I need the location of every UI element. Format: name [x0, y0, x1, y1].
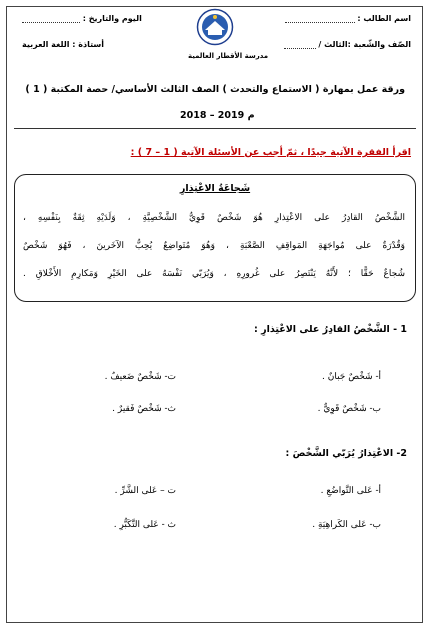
passage-box	[14, 174, 416, 302]
passage-title: شَجاعَةُ الاعْتِذارِ	[179, 183, 251, 194]
q1-option-b[interactable]: ب- شَخْصٌ قَوِيٌّ .	[317, 404, 381, 414]
q1-option-th[interactable]: ث- شَخْصٌ فَقيرٌ .	[112, 404, 176, 414]
instruction-text: اقرأ الفقرة الآتية جيدًا ، ثمّ أجب عن الأسئلة الآتية ( 1 – 7 ) :	[130, 147, 411, 158]
date-label: اليوم والتاريخ :	[82, 14, 142, 23]
q2-option-b[interactable]: ب- عَلى الكَراهِيَةِ .	[312, 520, 381, 530]
passage-line: شُجاعٌ حَقًّا ؛ لأَنَّهُ يَنْتَصِرُ على غُرورِهِ ، وَيُرَبّي نَفْسَهُ على الخَيْرِ وَمَكارِمِ الأَخْلاقِ .	[23, 269, 405, 279]
worksheet-title: ورقة عمل بمهارة ( الاستماع والتحدث ) الصف الثالث الأساسي/ حصة المكتبة ( 1 )	[25, 84, 405, 95]
school-name: مدرسة الأقطار العالمية	[188, 52, 269, 60]
passage-line: وَقُدْرَةٌ على مُواجَهَةِ المَواقِفِ الصَّعْبَةِ ، وَهُوَ مُتَواضِعٌ يُحِبُّ الآخَرينَ ، فَهُوَ شَخْصٌ	[23, 241, 405, 251]
question-1: 1 - الشَّخْصُ القادِرُ على الاعْتِذارِ :	[254, 324, 407, 335]
class-field[interactable]	[284, 40, 411, 49]
q1-option-t[interactable]: ت- شَخْصٌ ضَعيفٌ .	[104, 372, 176, 382]
q1-option-a[interactable]: أ- شَخْصٌ جَبانٌ .	[322, 372, 381, 382]
passage-line: الشَّخْصُ القادِرُ على الاعْتِذارِ هُوَ شَخْصٌ قَوِيُّ الشَّخْصِيَّةِ ، وَلَدَيْهِ ثِقَةٌ بِنَفْسِهِ ،	[23, 213, 405, 223]
student-name-field[interactable]	[285, 14, 411, 23]
worksheet-page	[6, 6, 423, 623]
teacher-field	[22, 40, 104, 49]
school-logo-icon	[196, 8, 234, 46]
divider	[14, 128, 416, 129]
q2-option-a[interactable]: أ- عَلى التَّواضُعِ .	[320, 486, 381, 496]
class-line	[284, 48, 316, 49]
school-year: 2018 – 2019 م	[180, 110, 255, 121]
question-2: 2- الاعْتِذارُ يُرَبّي الشَّخْصَ :	[285, 448, 407, 459]
q2-option-th[interactable]: ث - عَلى التَّكَبُّرِ .	[113, 520, 176, 530]
q2-option-t[interactable]: ت – عَلى الشَّرِّ .	[114, 486, 176, 496]
date-line	[22, 22, 80, 23]
student-name-label: اسم الطالب :	[357, 14, 411, 23]
teacher-label: أستاذة : اللغة العربية	[22, 40, 104, 49]
date-field[interactable]	[22, 14, 142, 23]
student-name-line	[285, 22, 355, 23]
class-label: الصّف والشّعبة :الثالث /	[318, 40, 411, 49]
